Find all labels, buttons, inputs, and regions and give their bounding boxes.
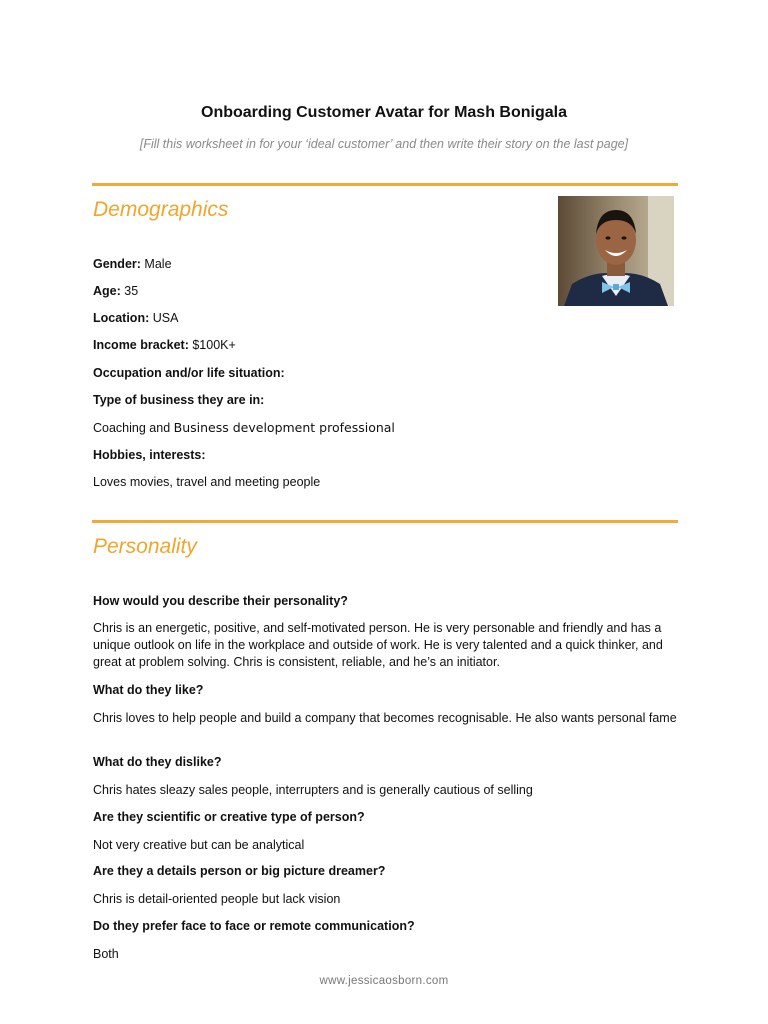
income-value: $100K+ [192,338,236,352]
communication-answer: Both [93,947,119,961]
demographics-heading: Demographics [93,198,229,221]
likes-question: What do they like? [93,683,204,697]
scientific-creative-question: Are they scientific or creative type of person? [93,810,365,824]
likes-answer: Chris loves to help people and build a company that becomes recognisable. He also wants personal fame [93,711,677,725]
personality-question: How would you describe their personality? [93,594,348,608]
section-divider-demographics [92,183,678,186]
section-divider-personality [92,520,678,523]
location-value: USA [152,311,179,325]
age-value: 35 [124,284,139,298]
location-label: Location: [93,311,150,325]
details-dreamer-answer: Chris is detail-oriented people but lack vision [93,892,341,906]
footer-website: www.jessicaosborn.com [319,975,449,987]
personality-heading: Personality [93,535,197,558]
age-field [93,284,138,298]
location-field [93,311,178,325]
hobbies-field [93,448,206,462]
details-dreamer-question: Are they a details person or big picture dreamer? [93,864,386,878]
occupation-field [93,366,285,380]
occupation-label: Occupation and/or life situation: [93,366,285,380]
business-type-value [93,420,395,435]
dislikes-question: What do they dislike? [93,755,222,769]
communication-question: Do they prefer face to face or remote communication? [93,919,415,933]
document-subtitle: [Fill this worksheet in for your ‘ideal customer’ and then write their story on the last page] [139,137,629,151]
scientific-creative-answer: Not very creative but can be analytical [93,838,305,852]
business-type-value-a: Coaching and [93,421,171,435]
business-type-value-b: Business development professional [173,420,395,435]
personality-answer: Chris is an energetic, positive, and self-motivated person. He is very personable and friendly and has a unique outlook on life in the workplace and outside of work. He is very talented and a quick thinker, and great at problem solving. Chris is consistent, reliable, and he’s an initiator. [93,621,663,669]
dislikes-answer: Chris hates sleazy sales people, interrupters and is generally cautious of selling [93,783,533,797]
gender-value: Male [144,257,172,271]
document-title: Onboarding Customer Avatar for Mash Bonigala [201,104,567,121]
business-type-label: Type of business they are in: [93,393,265,407]
hobbies-value: Loves movies, travel and meeting people [93,475,321,489]
avatar-portrait-image [558,196,674,306]
income-field [93,338,236,352]
age-label: Age: [93,284,121,298]
business-type-field [93,393,264,407]
gender-field [93,257,172,271]
avatar-photo [558,196,674,306]
gender-label: Gender: [93,257,141,271]
hobbies-label: Hobbies, interests: [93,448,206,462]
income-label: Income bracket: [93,338,189,352]
